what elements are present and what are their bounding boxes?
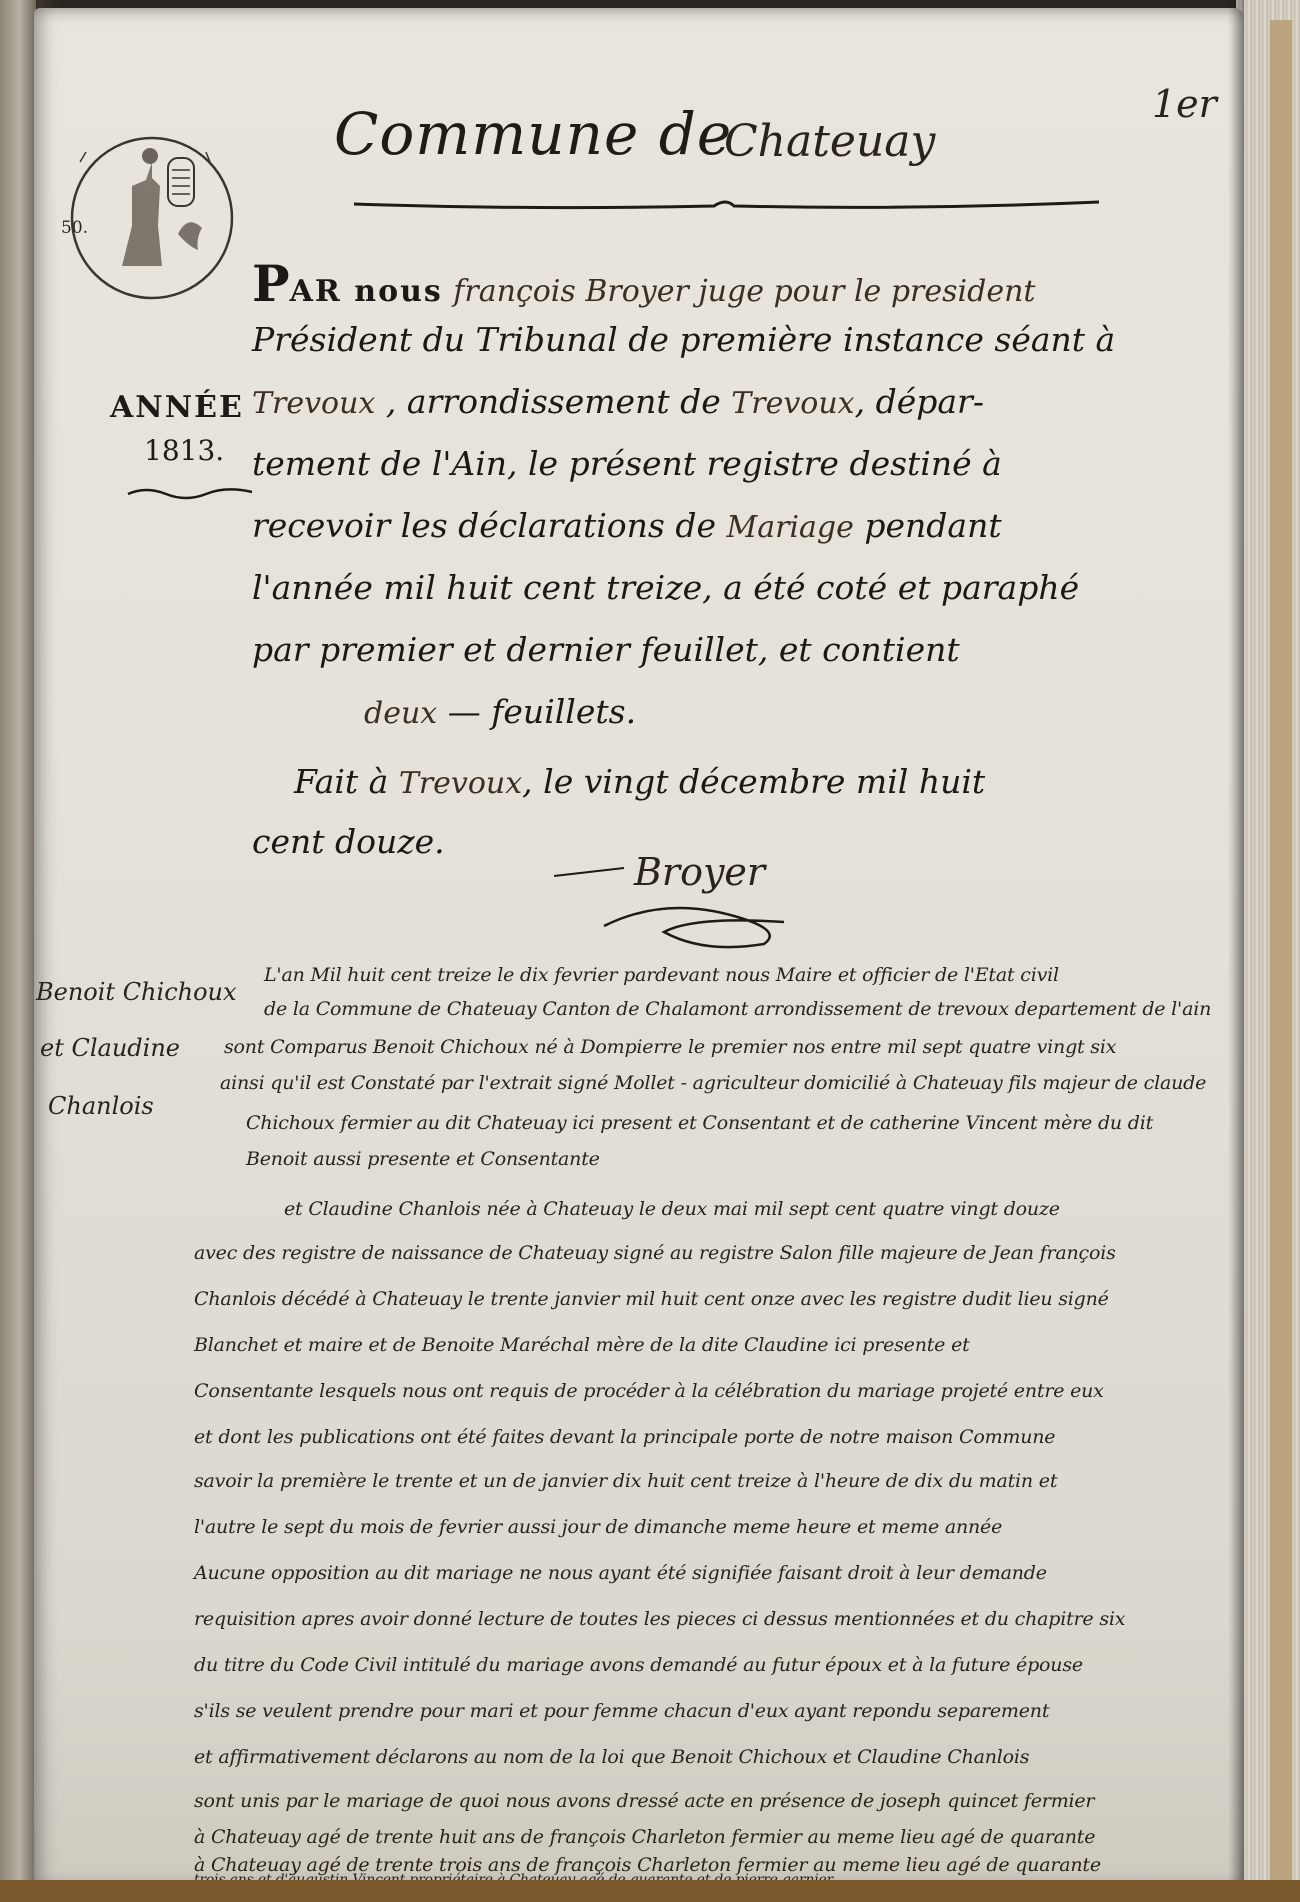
handwritten-entry-judge: françois Broyer juge pour le president [453,274,1036,309]
margin-note-line-3: Chanlois [48,1092,154,1120]
formula-text: Fait à [294,762,389,801]
formula-line-5 [252,506,1300,545]
act-line: savoir la première le trente et un de janvier dix huit cent treize à l'heure de dix du matin et [194,1470,1058,1492]
stamp-value: 50. [61,218,89,238]
margin-note-line-1: Benoit Chichoux [36,978,237,1006]
handwritten-entry-register-type: Mariage [726,510,854,545]
act-line: à Chateuay agé de trente trois ans de françois Charleton fermier au meme lieu agé de quarante [194,1854,1101,1876]
formula-text: tement de l'Ain, le présent registre destiné à [252,444,1002,483]
formula-text: par premier et dernier feuillet, et contient [252,630,960,669]
formula-line-8 [364,692,1300,731]
act-line: L'an Mil huit cent treize le dix fevrier pardevant nous Maire et officier de l'Etat civil [264,964,1059,986]
act-line: sont unis par le mariage de quoi nous avons dressé acte en présence de joseph quincet fermier [194,1790,1095,1812]
formula-text: — feuillets. [447,692,637,731]
formula-line-2 [252,320,1300,359]
handwritten-entry-leaf-count: deux [364,696,438,731]
act-line: de la Commune de Chateuay Canton de Chalamont arrondissement de trevoux departement de l'ain [264,998,1212,1020]
formula-line-4 [252,444,1300,483]
act-line: et Claudine Chanlois née à Chateuay le deux mai mil sept cent quatre vingt douze [284,1198,1060,1220]
formula-text: pendant [864,506,1002,545]
table-surface [0,1880,1300,1902]
act-line: et dont les publications ont été faites devant la principale porte de notre maison Commune [194,1426,1056,1448]
header-ornament-rule [354,196,1099,216]
annee-year: 1813. [144,434,225,467]
page-edge-shadow [1228,0,1244,1902]
act-line: Blanchet et maire et de Benoite Maréchal mère de la dite Claudine ici presente et [194,1334,970,1356]
act-line: Chanlois décédé à Chateuay le trente janvier mil huit cent onze avec les registre dudit lieu signé [194,1288,1109,1310]
annee-flourish [126,484,254,502]
act-line: sont Comparus Benoit Chichoux né à Dompierre le premier nos entre mil sept quatre vingt six [224,1036,1117,1058]
president-signature: Broyer [634,850,766,894]
act-line: et affirmativement déclarons au nom de la loi que Benoit Chichoux et Claudine Chanlois [194,1746,1030,1768]
formula-line-9 [294,762,1300,801]
formula-line-7 [252,630,1300,669]
act-line: Chichoux fermier au dit Chateuay ici present et Consentant et de catherine Vincent mère du dit [246,1112,1154,1134]
handwritten-entry-seat: Trevoux [252,386,376,421]
formula-text: Président du Tribunal de première instance séant à [252,320,1116,359]
formula-text: , le vingt décembre mil huit [522,762,986,801]
handwritten-entry-place: Trevoux [398,766,523,801]
formula-line-6 [252,568,1300,607]
register-page [34,8,1244,1888]
act-line: requisition apres avoir donné lecture de toutes les pieces ci dessus mentionnées et du chapitre six [194,1608,1126,1630]
formula-text: , dépar- [854,382,984,421]
act-line: l'autre le sept du mois de fevrier aussi jour de dimanche meme heure et meme année [194,1516,1003,1538]
header-title: Commune de [334,100,733,168]
formula-text: l'année mil huit cent treize, a été coté et paraphé [252,568,1080,607]
act-line: avec des registre de naissance de Chateuay signé au registre Salon fille majeure de Jean françois [194,1242,1116,1264]
act-line: du titre du Code Civil intitulé du mariage avons demandé au futur époux et à la future épouse [194,1654,1083,1676]
formula-text: AR nous [289,274,443,309]
act-line: Aucune opposition au dit mariage ne nous ayant été signifiée faisant droit à leur demande [194,1562,1047,1584]
folio-number: 1er [1152,82,1217,126]
annee-label: ANNÉE [110,390,244,425]
header-commune-name: Chateuay [724,116,936,167]
handwritten-entry-arrondissement: Trevoux [731,386,855,421]
act-line: s'ils se veulent prendre pour mari et pour femme chacun d'eux ayant repondu separement [194,1700,1050,1722]
act-line: Consentante lesquels nous ont requis de procéder à la célébration du mariage projeté entre eux [194,1380,1104,1402]
formula-text: recevoir les déclarations de [252,506,716,545]
formula-text: cent douze. [252,822,445,861]
act-line: ainsi qu'il est Constaté par l'extrait signé Mollet - agriculteur domicilié à Chateuay fils majeur de claude [220,1072,1207,1094]
act-line: à Chateuay agé de trente huit ans de françois Charleton fermier au meme lieu agé de quarante [194,1826,1096,1848]
formula-line-3 [252,382,1300,421]
formula-line-1 [252,254,1300,313]
act-line: Benoit aussi presente et Consentante [246,1148,600,1170]
facing-page-edge [0,0,36,1902]
formula-dropcap: P [252,254,290,313]
margin-note-line-2: et Claudine [40,1034,180,1062]
formula-text: , arrondissement de [385,382,721,421]
